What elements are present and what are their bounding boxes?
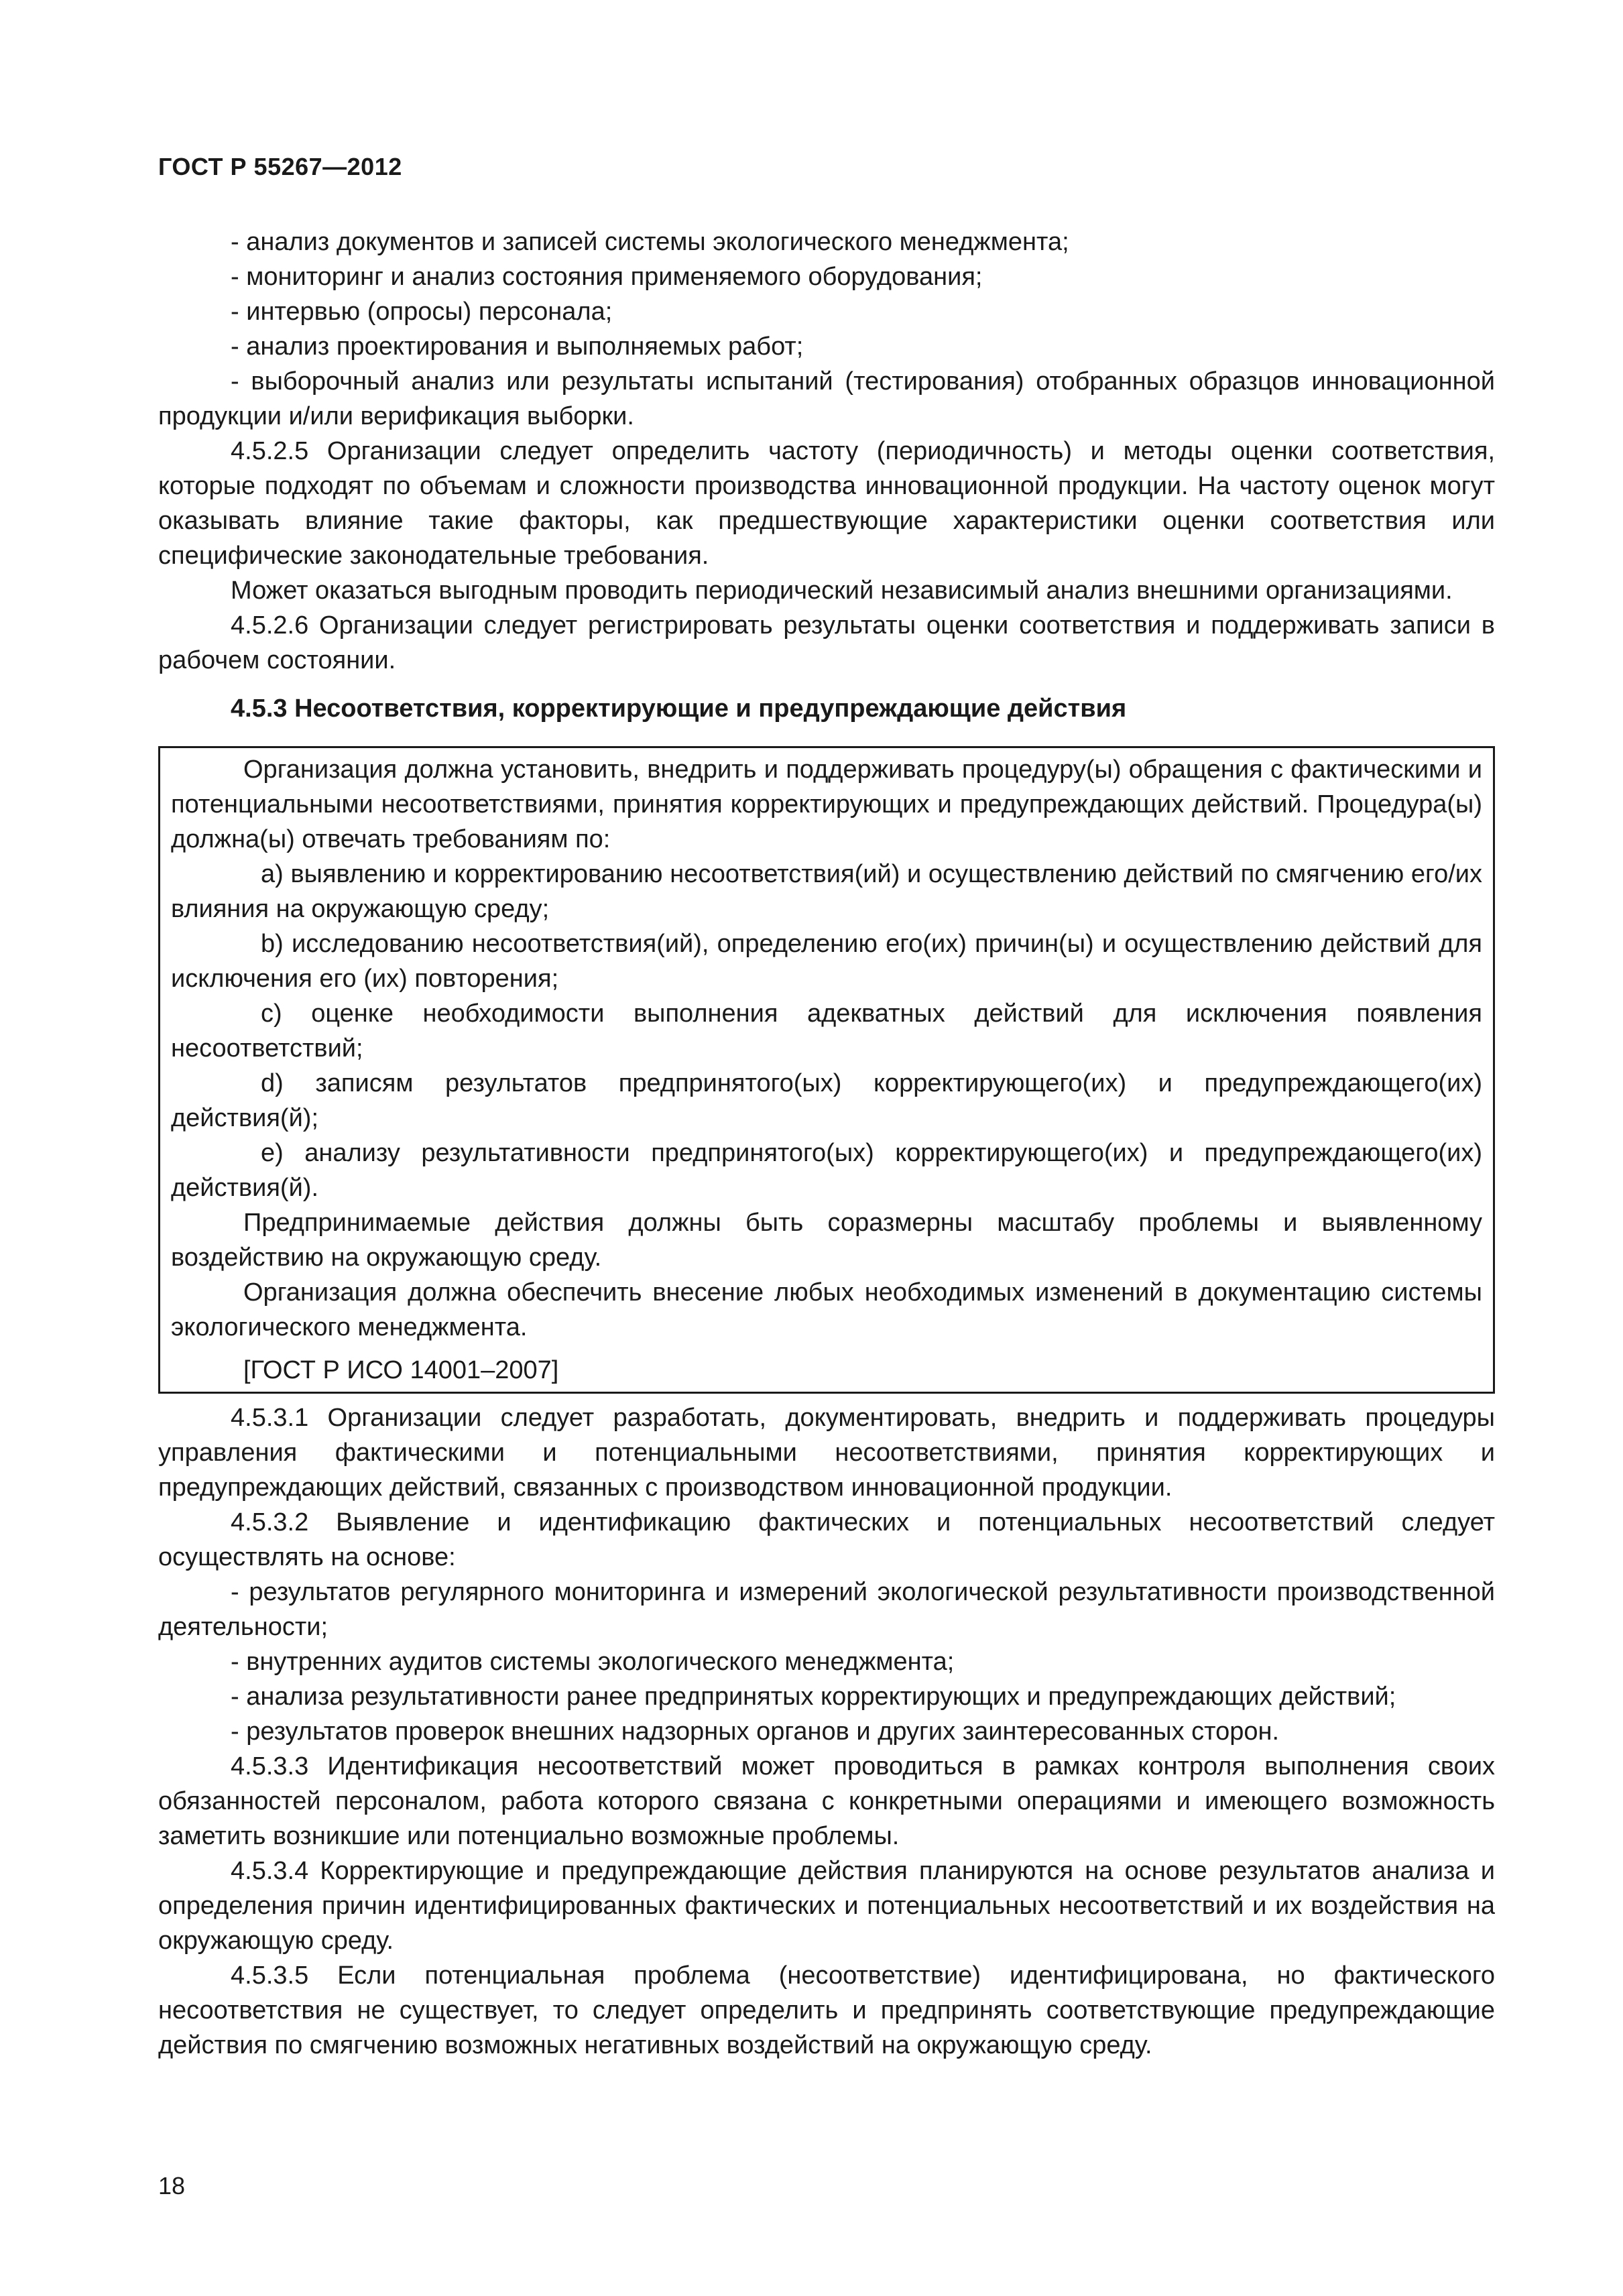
paragraph: - выборочный анализ или результаты испытаний (тестирования) отобранных образцов инновационной продукции и/или верификация выборки. bbox=[158, 367, 1495, 430]
paragraph: 4.5.2.6 Организации следует регистрировать результаты оценки соответствия и поддерживать записи в рабочем состоянии. bbox=[158, 611, 1495, 674]
quote-reference: [ГОСТ Р ИСО 14001–2007] bbox=[243, 1356, 559, 1384]
paragraph: 4.5.3.3 Идентификация несоответствий может проводиться в рамках контроля выполнения своих обязанностей персоналом, работа которого связана с конкретными операциями и имеющего возможность заметить возникшие или потенциально возможные проблемы. bbox=[158, 1752, 1495, 1850]
paragraph: 4.5.3.1 Организации следует разработать, документировать, внедрить и поддерживать процедуры управления фактическими и потенциальными несоответствиями, принятия корректирующих и предупреждающих действий, связанных с производством инновационной продукции. bbox=[158, 1404, 1495, 1502]
paragraph: - внутренних аудитов системы экологического менеджмента; bbox=[231, 1648, 955, 1676]
paragraph: - мониторинг и анализ состояния применяемого оборудования; bbox=[231, 263, 983, 291]
paragraph: - анализ документов и записей системы экологического менеджмента; bbox=[231, 228, 1069, 256]
quote-paragraph: a) выявлению и корректированию несоответствия(ий) и осуществлению действий по смягчению его/их влияния на окружающую среду; bbox=[171, 860, 1482, 923]
paragraph: 4.5.3.4 Корректирующие и предупреждающие действия планируются на основе результатов анализа и определения причин идентифицированных фактических и потенциальных несоответствий и их воздействия на окружающую среду. bbox=[158, 1857, 1495, 1955]
paragraph: 4.5.2.5 Организации следует определить частоту (периодичность) и методы оценки соответствия, которые подходят по объемам и сложности производства инновационной продукции. На частоту оценок могут оказывать влияние такие факторы, как предшествующие характеристики оценки соответствия или специфические законодательные требования. bbox=[158, 437, 1495, 570]
paragraph: - интервью (опросы) персонала; bbox=[231, 298, 613, 326]
page-number: 18 bbox=[158, 2172, 186, 2199]
quote-paragraph: Предпринимаемые действия должны быть соразмерны масштабу проблемы и выявленному воздействию на окружающую среду. bbox=[171, 1209, 1482, 1272]
paragraph: 4.5.3.2 Выявление и идентификацию фактических и потенциальных несоответствий следует осуществлять на основе: bbox=[158, 1508, 1495, 1571]
standard-quote-box bbox=[158, 746, 1495, 1394]
paragraph: - анализ проектирования и выполняемых работ; bbox=[231, 333, 804, 361]
document-header: ГОСТ Р 55267—2012 bbox=[158, 153, 402, 180]
paragraph: - анализа результативности ранее предпринятых корректирующих и предупреждающих действий; bbox=[231, 1683, 1396, 1711]
document-body bbox=[158, 225, 1495, 2063]
paragraph: Может оказаться выгодным проводить периодический независимый анализ внешними организациями. bbox=[231, 577, 1453, 605]
subsection-paragraphs bbox=[158, 1400, 1495, 2063]
quote-paragraphs bbox=[171, 752, 1482, 1345]
quote-paragraph: e) анализу результативности предпринятого(ых) корректирующего(их) и предупреждающего(их) действия(й). bbox=[171, 1139, 1482, 1202]
paragraph: - результатов регулярного мониторинга и измерений экологической результативности производственной деятельности; bbox=[158, 1578, 1495, 1641]
quote-paragraph: d) записям результатов предпринятого(ых) корректирующего(их) и предупреждающего(их) действия(й); bbox=[171, 1069, 1482, 1132]
quote-paragraph: Организация должна обеспечить внесение любых необходимых изменений в документацию системы экологического менеджмента. bbox=[171, 1278, 1482, 1341]
intro-paragraphs bbox=[158, 225, 1495, 678]
quote-paragraph: Организация должна установить, внедрить и поддерживать процедуру(ы) обращения с фактическими и потенциальными несоответствиями, принятия корректирующих и предупреждающих действий. Процедура(ы) должна(ы) отвечать требованиям по: bbox=[171, 756, 1482, 853]
paragraph: 4.5.3.5 Если потенциальная проблема (несоответствие) идентифицирована, но фактического несоответствия не существует, то следует определить и предпринять соответствующие предупреждающие действия по смягчению возможных негативных воздействий на окружающую среду. bbox=[158, 1961, 1495, 2059]
quote-paragraph: c) оценке необходимости выполнения адекватных действий для исключения появления несоответствий; bbox=[171, 1000, 1482, 1063]
paragraph: - результатов проверок внешних надзорных органов и других заинтересованных сторон. bbox=[231, 1717, 1280, 1746]
quote-paragraph: b) исследованию несоответствия(ий), определению его(их) причин(ы) и осуществлению действий для исключения его (их) повторения; bbox=[171, 930, 1482, 993]
section-heading: 4.5.3 Несоответствия, корректирующие и предупреждающие действия bbox=[231, 694, 1127, 723]
